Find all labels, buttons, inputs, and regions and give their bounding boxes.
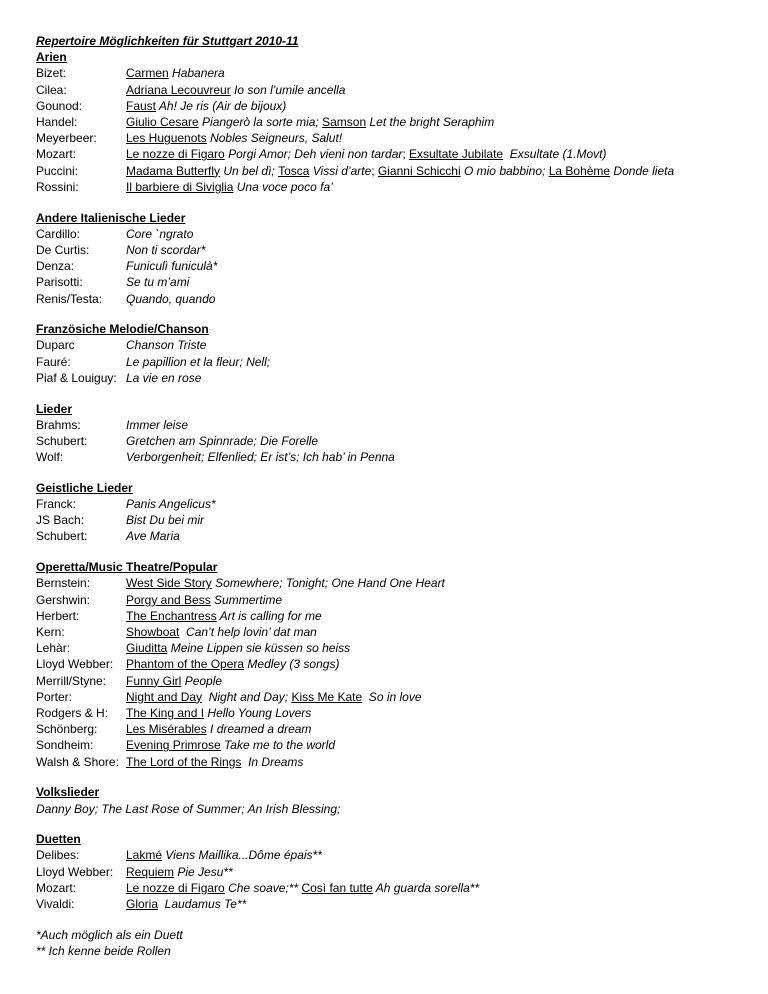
work-title: Porgy and Bess [126,592,211,607]
work-title: Faust [126,98,157,113]
piece-title: Funiculì funiculà* [126,259,218,274]
repertoire-entry [126,449,395,465]
repertoire-entry [126,337,206,353]
repertoire-entry [126,242,205,258]
footnote: ** Ich kenne beide Rollen [36,943,171,958]
repertoire-entry [126,754,303,770]
repertoire-row [36,847,756,863]
piece-title: Chanson Triste [126,338,207,353]
repertoire-row [36,673,756,689]
repertoire-entry [126,291,215,307]
repertoire-entry [126,258,217,274]
composer-name: Vivaldi: [36,897,75,912]
piece-title: Panis Angelicus* [126,497,216,512]
piece-title: Verborgenheit; Elfenlied; Er ist’s; Ich hab’ in Penna [126,450,395,465]
repertoire-entry [126,98,286,114]
piece-title: Somewhere; Tonight; One Hand One Heart [211,576,445,591]
work-title: Kiss Me Kate [291,689,363,704]
section-heading: Geistliche Lieder [36,480,133,495]
footnotes [36,927,756,959]
composer-name: Handel: [36,115,78,130]
piece-title: Un bel dì; [220,163,279,178]
repertoire-row [36,163,756,179]
work-title: Gianni Schicchi [377,163,461,178]
repertoire-entry [126,864,233,880]
repertoire-row [36,291,756,307]
section [36,49,756,195]
composer-name: Brahms: [36,417,81,432]
piece-title: Ave Maria [126,529,180,544]
work-title: Evening Primrose [126,738,221,753]
piece-title: Porgi Amor; Deh vieni non tardar [224,147,403,162]
composer-name: Delibes: [36,848,80,863]
document-page [36,33,756,959]
section-heading: Arien [36,50,67,65]
piece-title: I dreamed a dream [206,722,312,737]
piece-title: Ah! Je ris (Air de bijoux) [156,98,287,113]
composer-name: Fauré: [36,354,71,369]
repertoire-entry [36,801,340,817]
piece-title: Hello Young Lovers [204,706,312,721]
document-title: Repertoire Möglichkeiten für Stuttgart 2010-11 [36,34,299,48]
work-title: Così fan tutte [301,880,373,895]
work-title: Giuditta [126,641,168,656]
repertoire-row [36,146,756,162]
composer-name: De Curtis: [36,242,90,257]
composer-name: Denza: [36,259,75,274]
piece-title: Piangerò la sorte mia; [198,115,323,130]
piece-title: Laudamus Te** [158,897,247,912]
repertoire-entry [126,528,180,544]
repertoire-row [36,65,756,81]
repertoire-entry [126,114,494,130]
repertoire-row [36,226,756,242]
section-heading: Duetten [36,832,81,847]
repertoire-entry [126,575,445,591]
repertoire-entry [126,880,479,896]
repertoire-entry [126,417,188,433]
section-heading: Lieder [36,401,73,416]
composer-name: JS Bach: [36,513,85,528]
repertoire-row [36,337,756,353]
work-title: Il barbiere di Siviglia [126,179,234,194]
piece-title: Gretchen am Spinnrade; Die Forelle [126,433,319,448]
repertoire-row [36,82,756,98]
composer-name: Rossini: [36,179,79,194]
piece-title: Vissi d’arte [309,163,372,178]
piece-title: Le papillion et la fleur; Nell; [126,354,271,369]
composer-name: Mozart: [36,147,77,162]
piece-title: La vie en rose [126,370,202,385]
repertoire-row [36,528,756,544]
section-heading: Andere Italienische Lieder [36,210,186,225]
piece-title: So in love [362,689,422,704]
piece-title: Donde lieta [610,163,675,178]
work-title: Gloria [126,897,159,912]
section [36,210,756,307]
composer-name: Lehàr: [36,641,71,656]
work-title: Les Huguenots [126,131,207,146]
repertoire-row [36,801,756,817]
repertoire-row [36,754,756,770]
work-title: Lakmé [126,848,163,863]
repertoire-row [36,880,756,896]
repertoire-entry [126,82,345,98]
repertoire-row [36,370,756,386]
composer-name: Parisotti: [36,275,83,290]
repertoire-row [36,449,756,465]
repertoire-row [36,98,756,114]
repertoire-row [36,864,756,880]
repertoire-row [36,624,756,640]
work-title: Exsultate Jubilate [409,147,504,162]
piece-title: Habanera [168,66,225,81]
repertoire-entry [126,592,282,608]
piece-title: Viens Maillika...Dôme épais** [162,848,322,863]
piece-title: O mio babbino; [460,163,549,178]
work-title: Night and Day [126,689,203,704]
repertoire-entry [126,640,350,656]
repertoire-entry [126,146,606,162]
section [36,321,756,386]
composer-name: Sondheim: [36,738,94,753]
composer-name: Porter: [36,689,73,704]
repertoire-entry [126,274,189,290]
work-title: Showboat [126,625,180,639]
composer-name: Bernstein: [36,576,91,591]
piece-title: Io son l’umile ancella [230,82,346,97]
repertoire-row [36,656,756,672]
repertoire-entry [126,433,318,449]
work-title: The Enchantress [126,608,217,623]
work-title: The Lord of the Rings [126,754,242,769]
piece-title: Art is calling for me [216,608,322,623]
piece-title: Danny Boy; The Last Rose of Summer; An Irish Blessing; [36,801,341,816]
composer-name: Piaf & Louiguy: [36,370,117,385]
section [36,831,756,912]
piece-title: Nobles Seigneurs, Salut! [206,131,343,146]
work-title: Madama Butterfly [126,163,221,178]
repertoire-row [36,575,756,591]
work-title: Phantom of the Opera [126,657,245,672]
repertoire-row [36,512,756,528]
piece-title: Take me to the world [220,738,335,753]
section [36,784,756,816]
repertoire-row [36,737,756,753]
repertoire-row [36,689,756,705]
composer-name: Renis/Testa: [36,291,103,306]
repertoire-entry [126,163,674,179]
composer-name: Puccini: [36,163,79,178]
repertoire-entry [126,705,311,721]
piece-title: Bist Du bei mir [126,513,205,528]
footnote: *Auch möglich als ein Duett [36,927,183,942]
piece-title: Una voce poco fa’ [233,179,333,194]
repertoire-row [36,896,756,912]
repertoire-entry [126,608,322,624]
work-title: Le nozze di Figaro [126,880,225,895]
repertoire-row [36,417,756,433]
composer-name: Rodgers & H: [36,706,109,721]
repertoire-row [36,705,756,721]
piece-title: ; [371,163,378,178]
repertoire-entry [126,226,193,242]
piece-title: Can’t help lovin’ dat man [179,625,317,639]
section [36,559,756,770]
composer-name: Kern: [36,625,65,639]
piece-title: Quando, quando [126,291,216,306]
repertoire-row [36,592,756,608]
piece-title: Summertime [210,592,283,607]
repertoire-entry [126,354,270,370]
piece-title: Medley (3 songs) [244,657,340,672]
repertoire-entry [126,512,204,528]
work-title: West Side Story [126,576,212,591]
work-title: La Bohème [548,163,611,178]
work-title: Tosca [278,163,310,178]
piece-title: Immer leise [126,417,189,432]
piece-title: Se tu m’ami [126,275,190,290]
repertoire-entry [126,370,201,386]
piece-title: People [181,673,223,688]
work-title: Les Misérables [126,722,207,737]
composer-name: Lloyd Webber: [36,864,114,879]
composer-name: Gershwin: [36,592,91,607]
repertoire-row [36,114,756,130]
piece-title: Pie Jesu** [174,864,233,879]
repertoire-row [36,496,756,512]
piece-title: Core `ngrato [126,226,194,241]
work-title: Adriana Lecouvreur [126,82,231,97]
work-title: Funny Girl [126,673,182,688]
repertoire-entry [126,179,333,195]
composer-name: Schubert: [36,433,88,448]
repertoire-entry [126,624,317,640]
composer-name: Bizet: [36,66,67,81]
section [36,480,756,545]
work-title: Samson [322,115,367,130]
composer-name: Schubert: [36,529,88,544]
composer-name: Schönberg: [36,722,98,737]
composer-name: Herbert: [36,608,80,623]
repertoire-entry [126,721,311,737]
repertoire-entry [126,896,246,912]
composer-name: Lloyd Webber: [36,657,114,672]
composer-name: Cardillo: [36,226,81,241]
work-title: Requiem [126,864,175,879]
repertoire-entry [126,689,422,705]
work-title: Le nozze di Figaro [126,147,225,162]
repertoire-row [36,242,756,258]
section-heading: Volkslieder [36,785,100,800]
piece-title: Exsultate (1.Movt) [503,147,607,162]
composer-name: Mozart: [36,880,77,895]
repertoire-row [36,274,756,290]
repertoire-row [36,258,756,274]
section [36,401,756,466]
repertoire-entry [126,496,216,512]
repertoire-entry [126,130,342,146]
composer-name: Walsh & Shore: [36,754,119,769]
repertoire-row [36,130,756,146]
section-heading: Französiche Melodie/Chanson [36,322,209,337]
repertoire-entry [126,737,335,753]
sections [36,49,756,912]
piece-title: In Dreams [241,754,304,769]
work-title: Carmen [126,66,169,81]
repertoire-row [36,721,756,737]
piece-title: Meine Lippen sie küssen so heiss [167,641,351,656]
piece-title: Let the bright Seraphim [366,115,495,130]
work-title: Giulio Cesare [126,115,199,130]
repertoire-row [36,608,756,624]
repertoire-entry [126,847,322,863]
work-title: The King and I [126,706,205,721]
repertoire-entry [126,656,339,672]
repertoire-row [36,433,756,449]
composer-name: Gounod: [36,98,83,113]
repertoire-row [36,640,756,656]
composer-name: Duparc [36,338,75,353]
piece-title: Ah guarda sorella** [372,880,480,895]
repertoire-entry [126,65,225,81]
piece-title: ; [402,147,410,162]
piece-title: Non ti scordar* [126,242,206,257]
repertoire-row [36,354,756,370]
composer-name: Franck: [36,497,77,512]
composer-name: Merrill/Styne: [36,673,107,688]
repertoire-row [36,179,756,195]
section-heading: Operetta/Music Theatre/Popular [36,560,218,575]
repertoire-entry [126,673,222,689]
piece-title: Night and Day; [202,689,292,704]
piece-title: Che soave;** [224,880,302,895]
composer-name: Cilea: [36,82,67,97]
composer-name: Wolf: [36,450,64,465]
composer-name: Meyerbeer: [36,131,97,146]
